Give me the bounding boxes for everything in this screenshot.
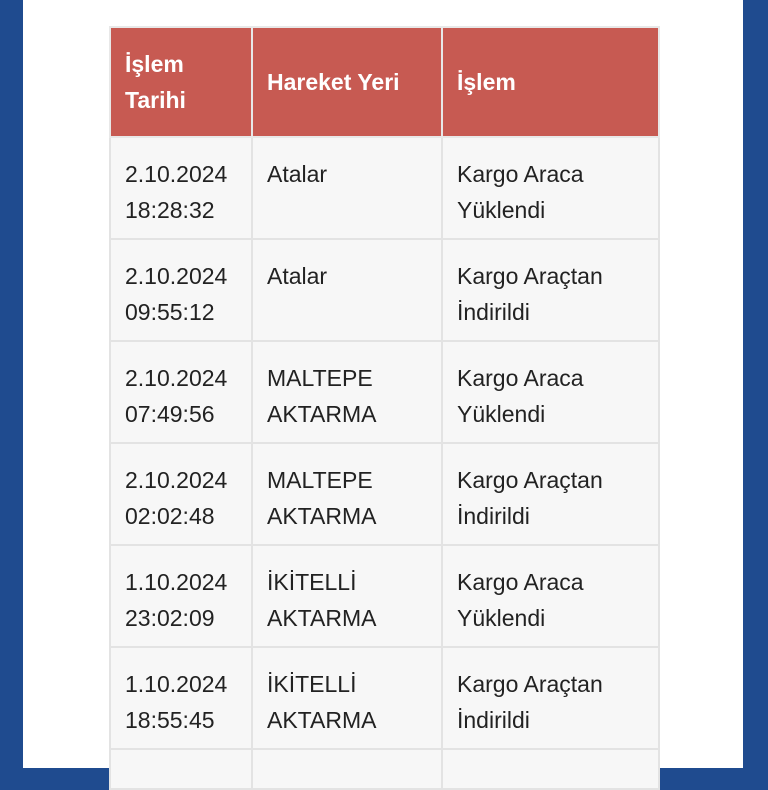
header-action: İşlem xyxy=(442,27,659,137)
table-row-partial xyxy=(110,749,659,789)
cell-place: Atalar xyxy=(252,137,442,239)
cell-place: Atalar xyxy=(252,239,442,341)
table-row xyxy=(110,647,659,749)
tracking-history-table xyxy=(109,26,660,790)
cell-date: 1.10.2024 23:02:09 xyxy=(110,545,252,647)
table-row xyxy=(110,545,659,647)
table-row xyxy=(110,239,659,341)
cell-place: MALTEPE AKTARMA xyxy=(252,341,442,443)
cell-action: Kargo Araçtan İndirildi xyxy=(442,647,659,749)
header-place: Hareket Yeri xyxy=(252,27,442,137)
table-row xyxy=(110,341,659,443)
cell-date: 2.10.2024 18:28:32 xyxy=(110,137,252,239)
cell-date: 2.10.2024 07:49:56 xyxy=(110,341,252,443)
cell-action: Kargo Araçtan İndirildi xyxy=(442,239,659,341)
table-header-row xyxy=(110,27,659,137)
cell-action: Kargo Araçtan İndirildi xyxy=(442,443,659,545)
table-row xyxy=(110,137,659,239)
cell-date: 2.10.2024 02:02:48 xyxy=(110,443,252,545)
cell-place: MALTEPE AKTARMA xyxy=(252,443,442,545)
cell-action: Kargo Araca Yüklendi xyxy=(442,545,659,647)
cell-date: 1.10.2024 18:55:45 xyxy=(110,647,252,749)
cell-place: İKİTELLİ AKTARMA xyxy=(252,647,442,749)
cell-action: Kargo Araca Yüklendi xyxy=(442,137,659,239)
header-date: İşlem Tarihi xyxy=(110,27,252,137)
cell-date: 2.10.2024 09:55:12 xyxy=(110,239,252,341)
cell-place: İKİTELLİ AKTARMA xyxy=(252,545,442,647)
cell-date xyxy=(110,749,252,789)
cell-action xyxy=(442,749,659,789)
table-row xyxy=(110,443,659,545)
cell-place xyxy=(252,749,442,789)
cell-action: Kargo Araca Yüklendi xyxy=(442,341,659,443)
